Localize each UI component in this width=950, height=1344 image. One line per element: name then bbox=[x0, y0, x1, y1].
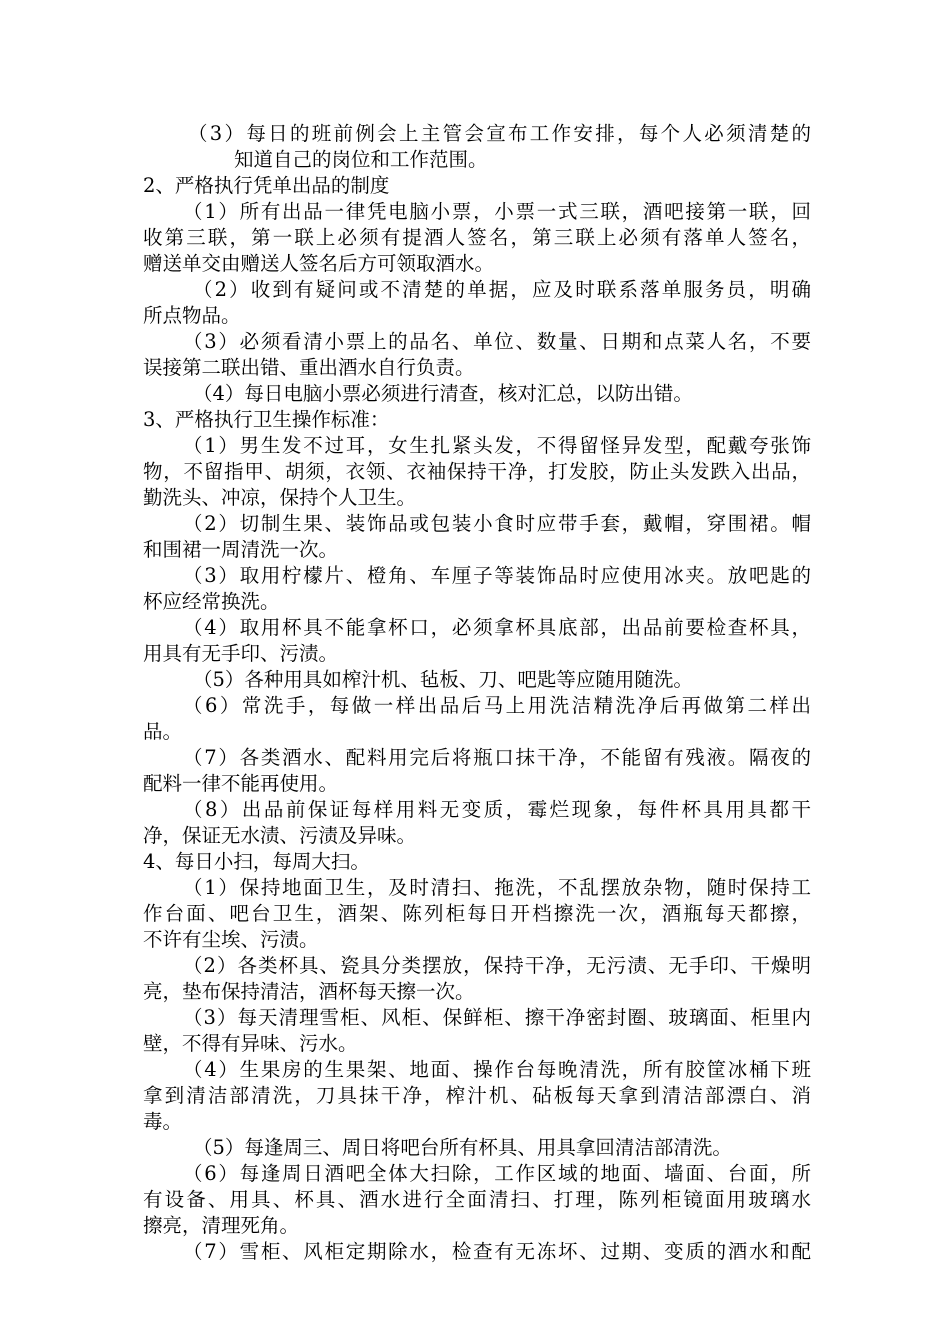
text-line: （7）雪柜、风柜定期除水，检查有无冻坏、过期、变质的酒水和配 bbox=[183, 1240, 811, 1263]
text-line: 毒。 bbox=[143, 1110, 183, 1133]
text-line: 所点物品。 bbox=[143, 304, 241, 327]
text-line: 亮，垫布保持清洁，酒杯每天擦一次。 bbox=[143, 980, 475, 1003]
text-line: 杯应经常换洗。 bbox=[143, 590, 280, 613]
text-line: （5）各种用具如榨汁机、毡板、刀、吧匙等应随用随洗。 bbox=[193, 668, 693, 691]
text-line: （4）每日电脑小票必须进行清查，核对汇总，以防出错。 bbox=[193, 382, 693, 405]
section-heading: 4、每日小扫，每周大扫。 bbox=[143, 850, 370, 873]
text-line: （3）必须看清小票上的品名、单位、数量、日期和点菜人名，不要 bbox=[183, 330, 811, 353]
text-line: （7）各类酒水、配料用完后将瓶口抹干净，不能留有残液。隔夜的 bbox=[183, 746, 811, 769]
text-line: 配料一律不能再使用。 bbox=[143, 772, 339, 795]
text-line: 用具有无手印、污渍。 bbox=[143, 642, 339, 665]
text-line: （1）男生发不过耳，女生扎紧头发，不得留怪异发型，配戴夸张饰 bbox=[183, 434, 811, 457]
text-line: 作台面、吧台卫生，酒架、陈列柜每日开档擦洗一次，酒瓶每天都擦， bbox=[143, 902, 811, 925]
section-heading: 2、严格执行凭单出品的制度 bbox=[143, 174, 390, 197]
text-line: （8）出品前保证每样用料无变质，霉烂现象，每件杯具用具都干 bbox=[183, 798, 811, 821]
text-line: （3）每日的班前例会上主管会宣布工作安排，每个人必须清楚的 bbox=[188, 122, 811, 145]
text-line: （2）切制生果、装饰品或包装小食时应带手套，戴帽，穿围裙。帽 bbox=[183, 512, 811, 535]
text-line: （2）各类杯具、瓷具分类摆放，保持干净，无污渍、无手印、干燥明 bbox=[183, 954, 811, 977]
text-line: 有设备、用具、杯具、酒水进行全面清扫、打理，陈列柜镜面用玻璃水 bbox=[143, 1188, 811, 1211]
text-line: （4）生果房的生果架、地面、操作台每晚清洗，所有胶筐冰桶下班 bbox=[183, 1058, 811, 1081]
text-line: 勤洗头、冲凉，保持个人卫生。 bbox=[143, 486, 417, 509]
text-line: 知道自己的岗位和工作范围。 bbox=[234, 148, 488, 171]
text-line: 赠送单交由赠送人签名后方可领取酒水。 bbox=[143, 252, 495, 275]
text-line: 擦亮，清理死角。 bbox=[143, 1214, 300, 1237]
text-line: 拿到清洁部清洗，刀具抹干净，榨汁机、砧板每天拿到清洁部漂白、消 bbox=[143, 1084, 811, 1107]
text-line: 壁，不得有异味、污水。 bbox=[143, 1032, 358, 1055]
text-line: 和围裙一周清洗一次。 bbox=[143, 538, 339, 561]
text-line: 收第三联，第一联上必须有提酒人签名，第三联上必须有落单人签名， bbox=[143, 226, 811, 249]
section-heading: 3、严格执行卫生操作标准： bbox=[143, 408, 390, 431]
text-line: （6）常洗手，每做一样出品后马上用洗洁精洗净后再做第二样出 bbox=[183, 694, 811, 717]
text-line: （2）收到有疑问或不清楚的单据，应及时联系落单服务员，明确 bbox=[193, 278, 811, 301]
text-line: 误接第二联出错、重出酒水自行负责。 bbox=[143, 356, 475, 379]
text-line: （6）每逢周日酒吧全体大扫除，工作区域的地面、墙面、台面，所 bbox=[183, 1162, 811, 1185]
text-line: （1）所有出品一律凭电脑小票，小票一式三联，酒吧接第一联，回 bbox=[183, 200, 811, 223]
text-line: （3）取用柠檬片、橙角、车厘子等装饰品时应使用冰夹。放吧匙的 bbox=[183, 564, 811, 587]
text-line: （3）每天清理雪柜、风柜、保鲜柜、擦干净密封圈、玻璃面、柜里内 bbox=[183, 1006, 811, 1029]
text-line: （5）每逢周三、周日将吧台所有杯具、用具拿回清洁部清洗。 bbox=[193, 1136, 732, 1159]
text-line: （1）保持地面卫生，及时清扫、拖洗，不乱摆放杂物，随时保持工 bbox=[183, 876, 811, 899]
text-line: 品。 bbox=[143, 720, 183, 743]
text-line: （4）取用杯具不能拿杯口，必须拿杯具底部，出品前要检查杯具， bbox=[183, 616, 811, 639]
text-line: 物，不留指甲、胡须，衣领、衣袖保持干净，打发胶，防止头发跌入出品， bbox=[143, 460, 811, 483]
text-line: 净，保证无水渍、污渍及异味。 bbox=[143, 824, 417, 847]
text-line: 不许有尘埃、污渍。 bbox=[143, 928, 319, 951]
